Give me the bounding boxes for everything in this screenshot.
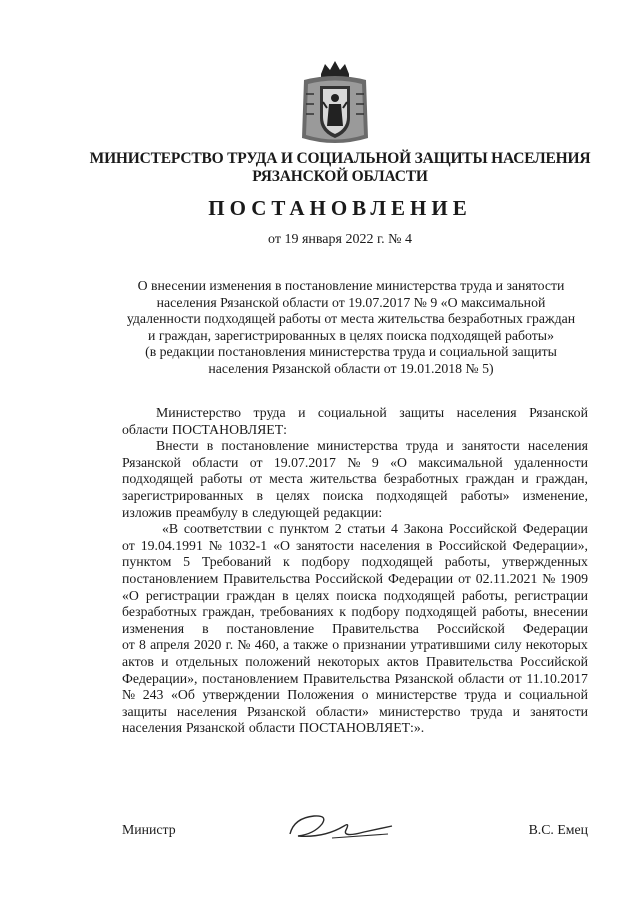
body-line: Министерство труда и социальной защиты населения Рязанской — [156, 405, 588, 420]
ministry-name — [80, 150, 600, 186]
body-line: защиты населения Рязанской области» министерство труда и занятости — [122, 703, 588, 719]
ministry-name-line1: МИНИСТЕРСТВО ТРУДА И СОЦИАЛЬНОЙ ЗАЩИТЫ НАСЕЛЕНИЯ — [89, 150, 591, 167]
subject-line: населения Рязанской области от 19.01.2018 № 5) — [208, 360, 494, 376]
body-line: пунктом 5 Требований к подбору подходящей работы, утвержденных — [122, 554, 588, 570]
subject-line: и граждан, зарегистрированных в целях поиска подходящей работы» — [148, 327, 554, 343]
body-line: безработных граждан, требованиях к подбору подходящей работы, внесении — [122, 604, 588, 620]
signature-block — [122, 816, 588, 846]
body-line: постановлением Правительства Российской Федерации от 02.11.2021 № 1909 — [122, 570, 588, 586]
document-type-title: ПОСТАНОВЛЕНИЕ — [208, 196, 472, 220]
body-line: изложив преамбулу в следующей редакции: — [122, 504, 383, 520]
subject-line: (в редакции постановления министерства труда и социальной защиты — [145, 344, 557, 360]
signatory-position: Министр — [122, 822, 176, 837]
document-date-number: от 19 января 2022 г. № 4 — [268, 232, 412, 247]
ministry-name-line2: РЯЗАНСКОЙ ОБЛАСТИ — [252, 168, 428, 185]
handwritten-signature — [284, 804, 404, 848]
body-line: от 19.04.1991 № 1032-1 «О занятости населения в Российской Федерации», — [122, 537, 588, 553]
body-line: от 8 апреля 2020 г. № 460, а также о признании утратившими силу некоторых — [122, 637, 588, 653]
body-line: Внести в постановление министерства труда и занятости населения — [156, 438, 588, 454]
body-line: «В соответствии с пунктом 2 статьи 4 Закона Российской Федерации — [162, 521, 588, 537]
body-line: актов и отдельных положений некоторых актов Правительства Российской — [122, 653, 588, 669]
coat-of-arms-emblem — [296, 58, 374, 150]
subject-line: О внесении изменения в постановление министерства труда и занятости — [137, 278, 565, 293]
body-line: зарегистрированных в целях поиска подходящей работы» изменение, — [122, 487, 588, 503]
subject-line: населения Рязанской области от 19.07.2017 № 9 «О максимальной — [156, 294, 546, 310]
signatory-name: В.С. Емец — [528, 822, 588, 837]
body-line: изменения в постановление Правительства Российской Федерации — [122, 620, 588, 636]
document-subject — [116, 278, 586, 378]
body-line: подходящей работы от места жительства безработных граждан и граждан, — [122, 471, 588, 487]
body-line: Рязанской области от 19.07.2017 № 9 «О максимальной удаленности — [122, 454, 588, 470]
body-line: населения Рязанской области ПОСТАНОВЛЯЕТ:». — [122, 720, 425, 736]
body-line: «О регистрации граждан в целях поиска подходящей работы, регистрации — [122, 587, 588, 603]
document-body — [122, 405, 588, 737]
body-line: области ПОСТАНОВЛЯЕТ: — [122, 421, 287, 437]
body-line: № 243 «Об утверждении Положения о министерстве труда и социальной — [122, 687, 588, 703]
body-line: Федерации», постановлением Правительства Рязанской области от 11.10.2017 — [122, 670, 588, 686]
subject-line: удаленности подходящей работы от места жительства безработных граждан — [126, 311, 576, 327]
